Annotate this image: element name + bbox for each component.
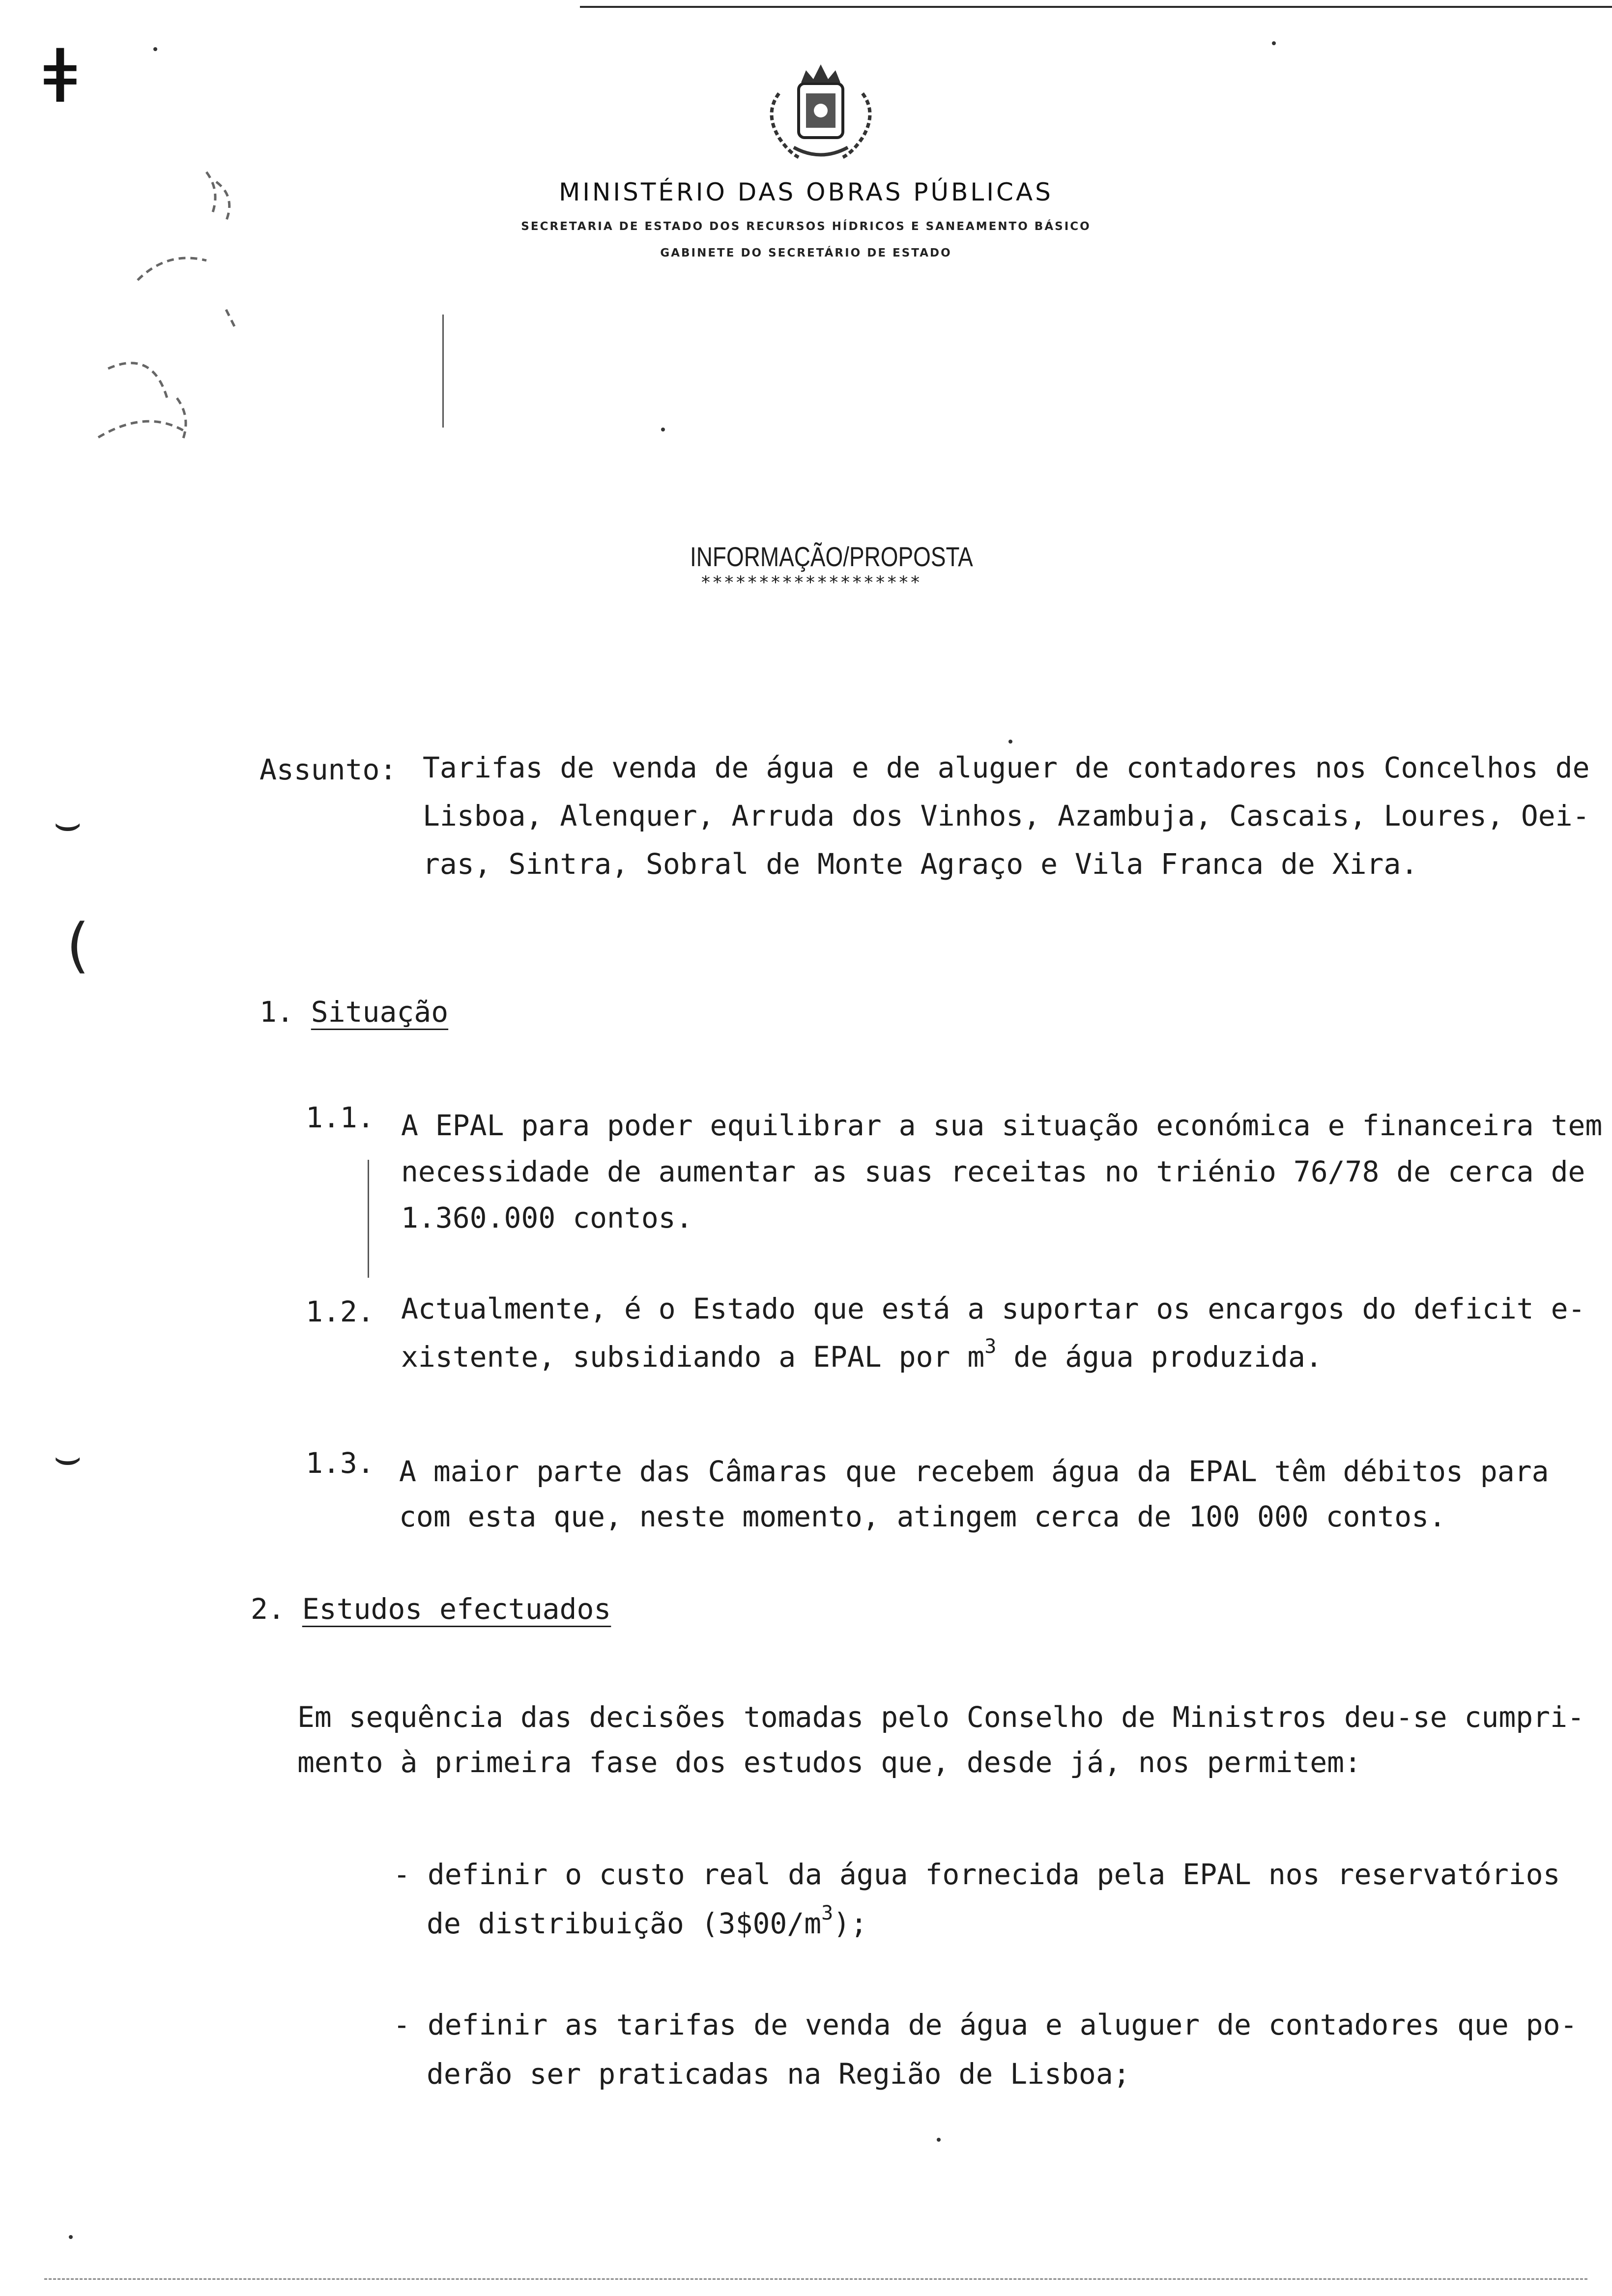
handwritten-mark: ǂ xyxy=(43,33,77,119)
item-1-3 xyxy=(399,1449,1549,1539)
margin-bracket: ⌣ xyxy=(53,1431,83,1483)
scan-speck xyxy=(661,428,665,431)
section-title: Situação xyxy=(311,995,449,1029)
text-run: ); xyxy=(833,1907,868,1940)
section-1-heading xyxy=(259,995,448,1029)
assunto-line: Tarifas de venda de água e de aluguer de contadores nos Concelhos de xyxy=(423,751,1590,784)
scan-speck xyxy=(1008,740,1012,744)
paragraph-line: A EPAL para poder equilibrar a sua situação económica e financeira tem xyxy=(401,1109,1603,1142)
document-title: INFORMAÇÃO/PROPOSTA xyxy=(690,541,973,572)
paragraph-line: mento à primeira fase dos estudos que, desde já, nos permitem: xyxy=(297,1746,1361,1779)
assunto-label: Assunto: xyxy=(259,753,397,786)
margin-line xyxy=(442,315,444,428)
coat-of-arms-seal xyxy=(759,59,882,167)
margin-bracket: ( xyxy=(66,912,89,980)
scan-speck xyxy=(1272,41,1276,45)
secretaria-line: SECRETARIA DE ESTADO DOS RECURSOS HÍDRICOS E SANEAMENTO BÁSICO xyxy=(521,220,1091,233)
section-title: Estudos efectuados xyxy=(302,1592,611,1626)
assunto-text xyxy=(423,744,1590,888)
bullet-item xyxy=(393,2000,1577,2098)
gabinete-line: GABINETE DO SECRETÁRIO DE ESTADO xyxy=(660,247,952,259)
section-2-intro xyxy=(297,1694,1584,1785)
item-number: 1.3. xyxy=(306,1446,374,1480)
paragraph-line: - definir o custo real da água fornecida pela EPAL nos reservatórios xyxy=(393,1858,1560,1891)
bullet-item xyxy=(393,1850,1560,1948)
assunto-line: ras, Sintra, Sobral de Monte Agraço e Vila Franca de Xira. xyxy=(423,847,1418,881)
section-number: 2. xyxy=(251,1592,285,1626)
paragraph-line: derão ser praticadas na Região de Lisboa; xyxy=(427,2057,1130,2091)
paragraph-line: Actualmente, é o Estado que está a suportar os encargos do deficit e- xyxy=(401,1292,1585,1325)
paragraph-line: necessidade de aumentar as suas receitas no triénio 76/78 de cerca de xyxy=(401,1155,1585,1188)
paragraph-line: 1.360.000 contos. xyxy=(401,1201,693,1234)
item-number: 1.1. xyxy=(306,1101,374,1134)
superscript: 3 xyxy=(984,1335,997,1358)
text-run: xistente, subsidiando a EPAL por m xyxy=(401,1340,985,1374)
bottom-rule xyxy=(44,2278,1587,2280)
top-rule xyxy=(580,6,1612,8)
scan-speck xyxy=(153,47,157,51)
paragraph-line: A maior parte das Câmaras que recebem água da EPAL têm débitos para xyxy=(399,1455,1549,1488)
scan-speck xyxy=(69,2235,73,2239)
text-run: de água produzida. xyxy=(996,1340,1323,1374)
paragraph-line xyxy=(393,1899,1560,1948)
item-1-1 xyxy=(401,1102,1602,1241)
title-underline-stars: ******************* xyxy=(700,573,921,593)
paragraph-line: Em sequência das decisões tomadas pelo Conselho de Ministros deu-se cumpri- xyxy=(297,1700,1584,1734)
paragraph-line xyxy=(401,1333,1585,1381)
margin-bracket: ⌣ xyxy=(53,797,83,849)
margin-line xyxy=(368,1160,369,1278)
section-number: 1. xyxy=(259,995,294,1029)
ministry-heading: MINISTÉRIO DAS OBRAS PÚBLICAS xyxy=(559,178,1053,206)
section-2-heading xyxy=(251,1592,611,1626)
paragraph-line: com esta que, neste momento, atingem cerca de 100 000 contos. xyxy=(399,1500,1446,1533)
paragraph-line: - definir as tarifas de venda de água e aluguer de contadores que po- xyxy=(393,2008,1578,2041)
superscript: 3 xyxy=(821,1902,834,1924)
handwritten-annotation xyxy=(79,162,315,482)
scan-speck xyxy=(937,2138,941,2142)
text-run: de distribuição (3$00/m xyxy=(427,1907,822,1940)
item-number: 1.2. xyxy=(306,1295,374,1328)
assunto-line: Lisboa, Alenquer, Arruda dos Vinhos, Azambuja, Cascais, Loures, Oei- xyxy=(423,799,1590,832)
item-1-2 xyxy=(401,1285,1585,1381)
